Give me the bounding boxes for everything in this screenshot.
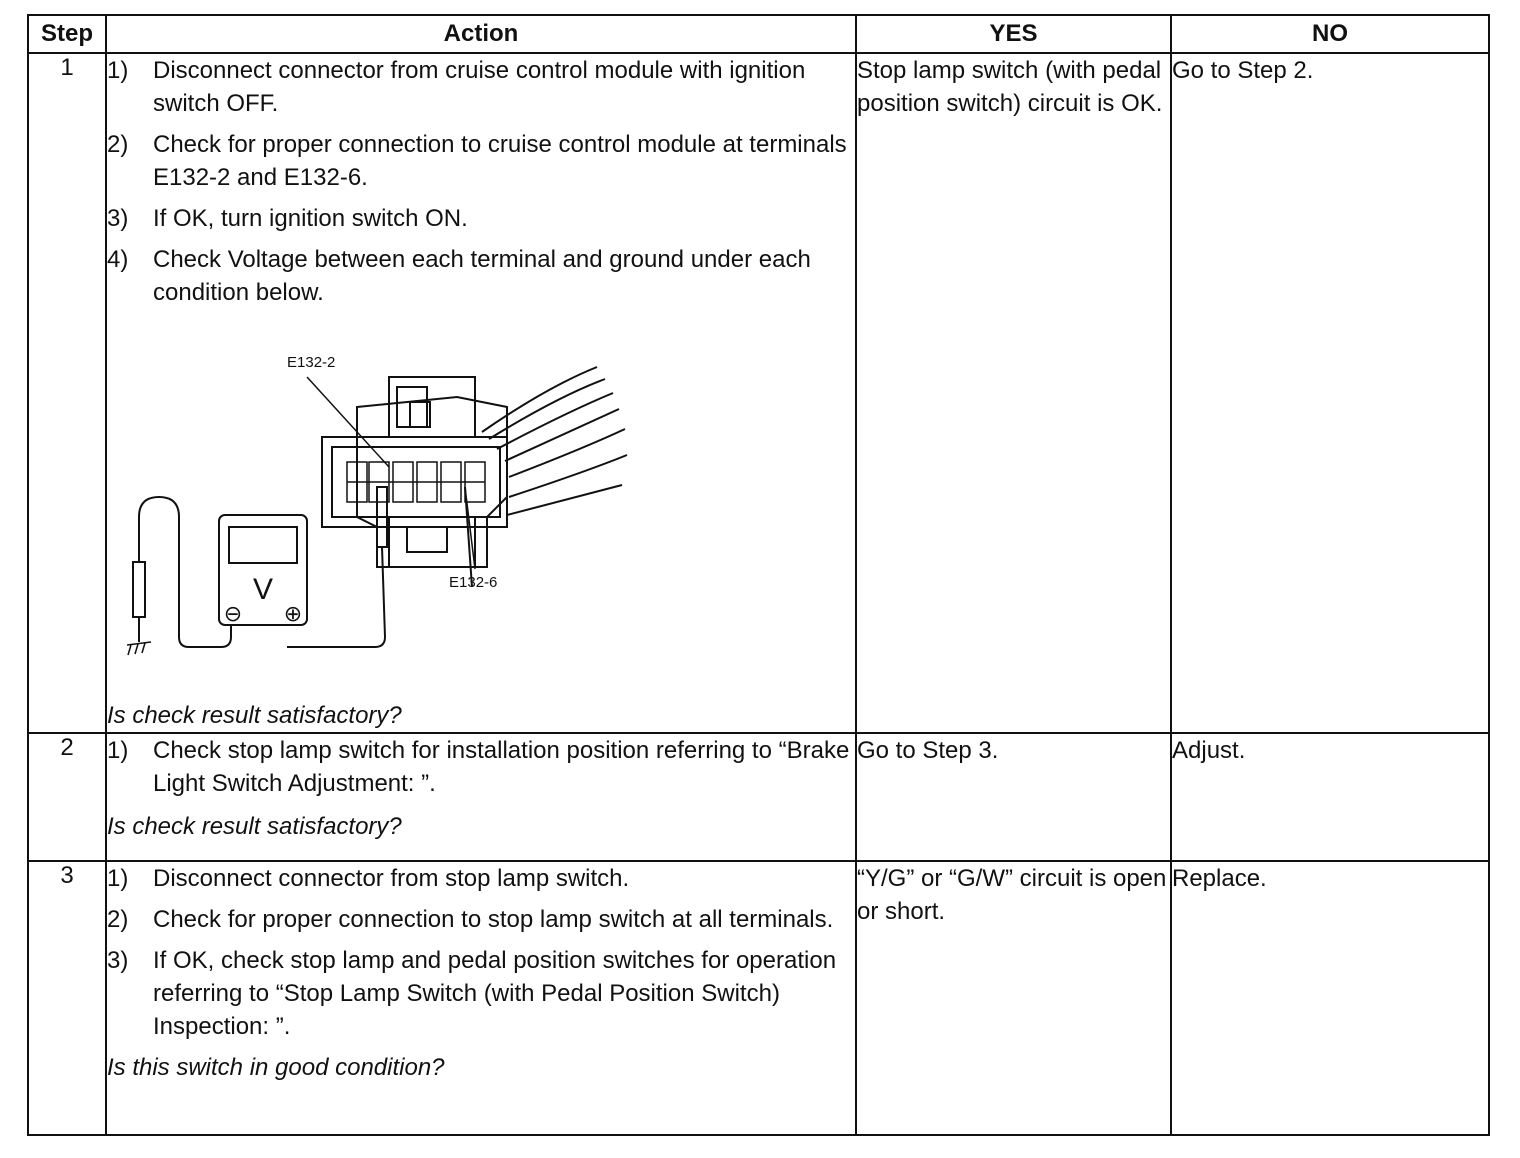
ground-icon — [127, 642, 151, 655]
yes-result: Stop lamp switch (with pedal position switch) circuit is OK. — [856, 53, 1171, 733]
action-number: 3) — [107, 205, 129, 232]
action-cell — [106, 861, 856, 1135]
no-result: Go to Step 2. — [1171, 53, 1489, 733]
action-item — [107, 944, 855, 1043]
header-step: Step — [28, 15, 106, 53]
step-number: 2 — [28, 733, 106, 861]
header-no: NO — [1171, 15, 1489, 53]
minus-terminal-icon: ⊖ — [223, 602, 243, 627]
action-number: 2) — [107, 131, 129, 158]
action-item — [107, 243, 855, 309]
action-item — [107, 903, 855, 936]
yes-result: Go to Step 3. — [856, 733, 1171, 861]
check-question: Is this switch in good condition? — [107, 1054, 445, 1081]
no-result: Replace. — [1171, 861, 1489, 1135]
check-question: Is check result satisfactory? — [107, 813, 402, 840]
action-text: Disconnect connector from cruise control module with ignition switch OFF. — [153, 57, 806, 117]
step-number: 1 — [28, 53, 106, 733]
header-yes: YES — [856, 15, 1171, 53]
action-list — [107, 862, 855, 1043]
header-row — [28, 15, 1489, 53]
plus-terminal-icon: ⊕ — [283, 602, 303, 627]
table-row-step-2 — [28, 733, 1489, 861]
action-number: 4) — [107, 246, 129, 273]
action-item — [107, 128, 855, 194]
action-number: 2) — [107, 906, 129, 933]
action-item — [107, 54, 855, 120]
action-number: 1) — [107, 737, 129, 764]
table-row-step-1 — [28, 53, 1489, 733]
terminal-label-e132-6: E132-6 — [449, 574, 498, 591]
wire-bundle — [482, 367, 627, 515]
action-item — [107, 202, 855, 235]
yes-result: “Y/G” or “G/W” circuit is open or short. — [856, 861, 1171, 1135]
voltmeter-v-label: V — [252, 573, 274, 606]
voltmeter-connector-diagram — [127, 337, 647, 677]
action-text: Check for proper connection to cruise control module at terminals E132-2 and E132-6. — [153, 131, 847, 191]
terminal-label-e132-2: E132-2 — [287, 354, 336, 371]
action-text: Check stop lamp switch for installation position referring to “Brake Light Switch Adjustment: ”. — [153, 737, 850, 797]
step-number: 3 — [28, 861, 106, 1135]
action-item — [107, 862, 855, 895]
check-question: Is check result satisfactory? — [107, 702, 402, 729]
action-text: If OK, turn ignition switch ON. — [153, 205, 468, 232]
action-text: Disconnect connector from stop lamp switch. — [153, 865, 630, 892]
action-number: 1) — [107, 57, 129, 84]
leader-line-top — [307, 377, 389, 467]
action-cell — [106, 733, 856, 861]
ground-lead — [133, 497, 231, 647]
action-text: Check for proper connection to stop lamp switch at all terminals. — [153, 906, 834, 933]
action-list — [107, 734, 855, 800]
action-cell — [106, 53, 856, 733]
action-text: Check Voltage between each terminal and ground under each condition below. — [153, 246, 811, 306]
action-number: 3) — [107, 947, 129, 974]
action-number: 1) — [107, 865, 129, 892]
header-action: Action — [106, 15, 856, 53]
action-list — [107, 54, 855, 309]
table-row-step-3 — [28, 861, 1489, 1135]
action-text: If OK, check stop lamp and pedal position switches for operation referring to “Stop Lamp Switch (with Pedal Position Switch) Inspection: ”. — [153, 947, 837, 1040]
connector — [322, 377, 507, 567]
no-result: Adjust. — [1171, 733, 1489, 861]
action-item — [107, 734, 855, 800]
troubleshooting-table — [27, 14, 1490, 1136]
